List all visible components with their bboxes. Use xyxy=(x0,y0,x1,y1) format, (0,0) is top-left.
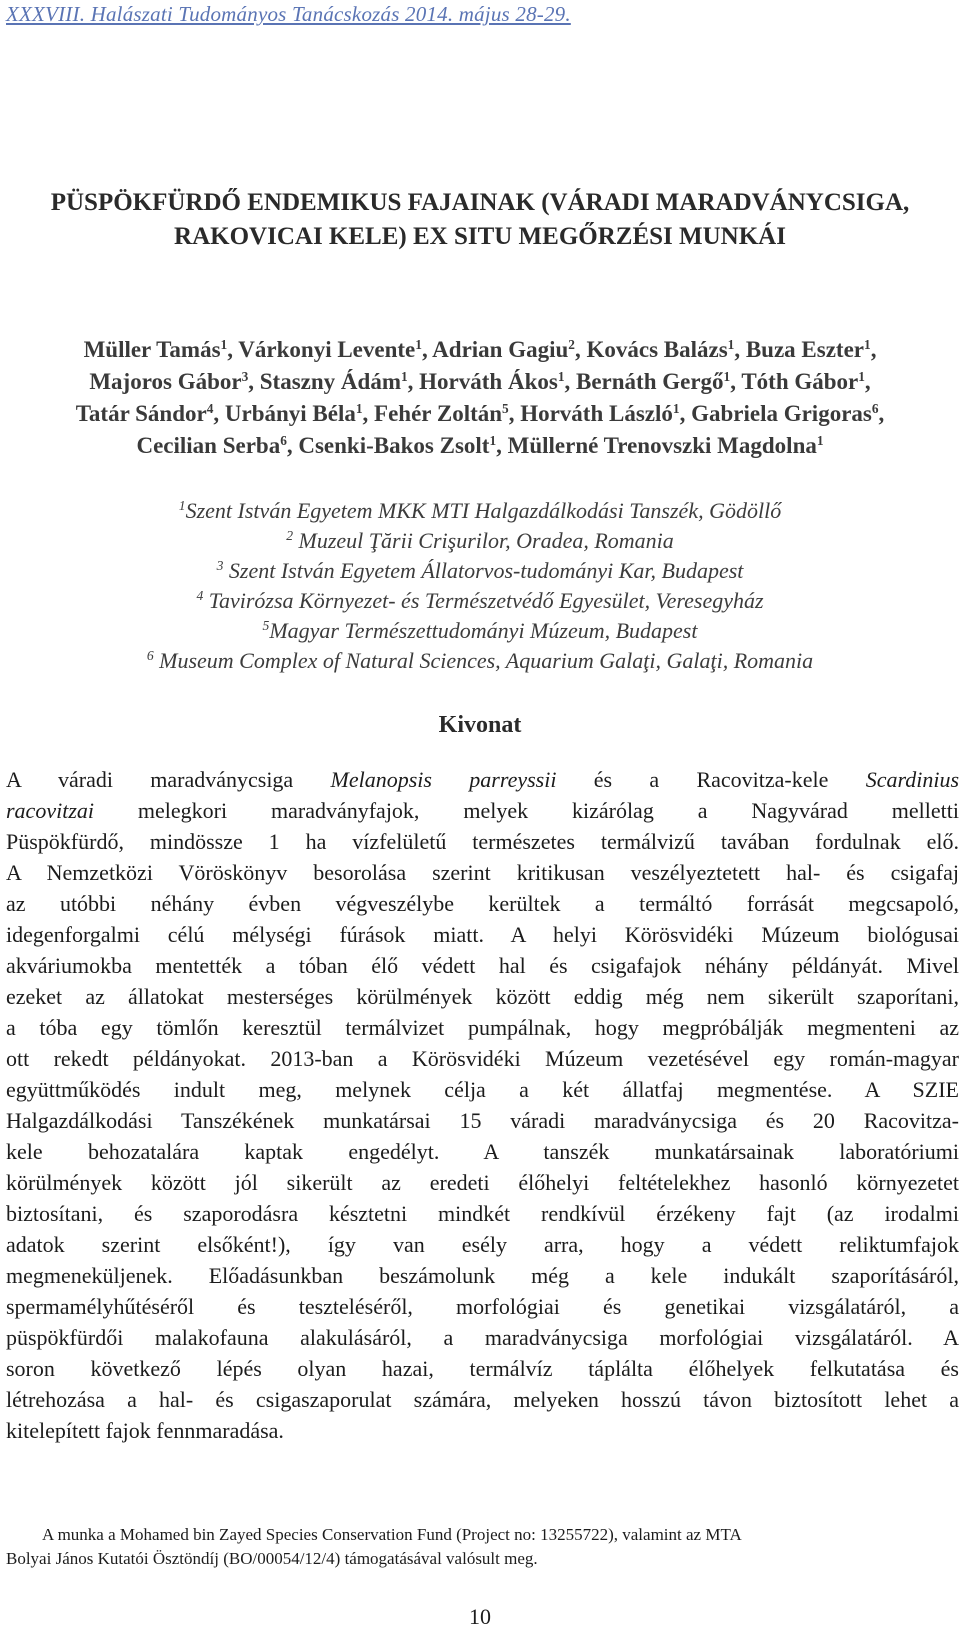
author-separator: , xyxy=(878,401,885,426)
affiliation-list xyxy=(0,496,960,676)
abstract-line xyxy=(6,919,959,950)
author-affiliation-mark: 1 xyxy=(557,369,565,384)
author-affiliation-mark: 1 xyxy=(415,337,422,352)
affiliation-mark: 3 xyxy=(216,557,224,573)
author-separator: , xyxy=(508,401,521,426)
affiliation-line xyxy=(0,496,960,526)
author-list xyxy=(0,334,960,462)
author-name: Várkonyi Levente xyxy=(238,337,416,362)
author-separator: , xyxy=(407,369,420,394)
author-separator: , xyxy=(227,337,239,362)
affiliation-text: Muzeul Ţării Crişurilor, Oradea, Romania xyxy=(293,528,674,553)
affiliation-text: Tavirózsa Környezet- és Természetvédő Egyesület, Veresegyház xyxy=(203,588,764,613)
species-name: Melanopsis parreyssii xyxy=(330,767,557,792)
abstract-line xyxy=(6,1105,959,1136)
author-separator: , xyxy=(564,369,576,394)
author-name: Staszny Ádám xyxy=(259,369,401,394)
author-separator: , xyxy=(213,401,225,426)
author-separator: , xyxy=(362,401,375,426)
author-line xyxy=(0,430,960,462)
abstract-text: Halgazdálkodási Tanszékének munkatársai 15 váradi maradványcsiga és 20 Racovitza- xyxy=(6,1108,959,1133)
author-line xyxy=(0,398,960,430)
author-name: Gabriela Grigoras xyxy=(691,401,872,426)
author-name: Kovács Balázs xyxy=(586,337,728,362)
author-separator: , xyxy=(574,337,587,362)
abstract-text: A Nemzetközi Vöröskönyv besorolása szerint kritikusan veszélyeztetett hal- és csigafaj xyxy=(6,860,959,885)
abstract-line xyxy=(6,1353,959,1384)
affiliation-text: Magyar Természettudományi Múzeum, Budapest xyxy=(269,618,698,643)
abstract-text: megmeneküljenek. Előadásunkban beszámolunk még a kele indukált szaporításáról, xyxy=(6,1263,959,1288)
affiliation-line xyxy=(0,646,960,676)
abstract-line xyxy=(6,1198,959,1229)
species-name: Scardinius xyxy=(865,767,960,792)
affiliation-mark: 4 xyxy=(196,587,204,603)
author-name: Csenki-Bakos Zsolt xyxy=(298,433,490,458)
abstract-line xyxy=(6,1074,959,1105)
author-affiliation-mark: 1 xyxy=(220,337,228,352)
author-name: Fehér Zoltán xyxy=(374,401,503,426)
abstract-text: püspökfürdői malakofauna alakulásáról, a maradványcsiga morfológiai vizsgálatáról. A xyxy=(6,1325,959,1350)
abstract-text: kitelepített fajok fennmaradása. xyxy=(6,1418,284,1443)
abstract-text: soron következő lépés olyan hazai, termálvíz táplálta élőhelyek felkutatása és xyxy=(6,1356,959,1381)
abstract-line xyxy=(6,981,959,1012)
author-separator: , xyxy=(864,369,871,394)
abstract-text: és a Racovitza-kele xyxy=(556,767,866,792)
author-name: Müllerné Trenovszki Magdolna xyxy=(507,433,817,458)
author-affiliation-mark: 1 xyxy=(355,401,363,416)
abstract-line xyxy=(6,1136,959,1167)
author-separator: , xyxy=(870,337,877,362)
page-number: 10 xyxy=(469,1604,491,1629)
abstract-heading: Kivonat xyxy=(438,712,522,738)
abstract-text: Püspökfürdő, mindössze 1 ha vízfelületű természetes termálvizű tavában fordulnak elő. xyxy=(6,829,959,854)
abstract-line xyxy=(6,1043,959,1074)
affiliation-mark: 2 xyxy=(286,527,294,543)
author-name: Tóth Gábor xyxy=(741,369,859,394)
author-separator: , xyxy=(286,433,299,458)
species-name: racovitzai xyxy=(6,798,94,823)
abstract-line xyxy=(6,950,959,981)
abstract-line xyxy=(6,826,959,857)
author-line xyxy=(0,366,960,398)
author-separator: , xyxy=(730,369,742,394)
author-affiliation-mark: 1 xyxy=(727,337,735,352)
funding-note xyxy=(6,1523,959,1571)
funding-line: Bolyai János Kutatói Ösztöndíj (BO/00054/12/4) támogatásával valósult meg. xyxy=(6,1549,538,1568)
abstract-line xyxy=(6,1415,959,1446)
author-name: Adrian Gagiu xyxy=(432,337,569,362)
author-name: Buza Eszter xyxy=(745,337,865,362)
author-name: Majoros Gábor xyxy=(89,369,242,394)
affiliation-text: Museum Complex of Natural Sciences, Aquarium Galaţi, Galaţi, Romania xyxy=(153,648,814,673)
author-separator: , xyxy=(248,369,260,394)
abstract-line xyxy=(6,795,959,826)
author-affiliation-mark: 1 xyxy=(489,433,497,448)
affiliation-line xyxy=(0,616,960,646)
abstract-line xyxy=(6,1167,959,1198)
abstract-text: biztosítani, és szaporodásra késztetni mindkét rendkívül érzékeny fajt (az irodalmi xyxy=(6,1201,959,1226)
author-name: Urbányi Béla xyxy=(224,401,356,426)
author-affiliation-mark: 6 xyxy=(280,433,287,448)
abstract-text: kele behozatalára kaptak engedélyt. A tanszék munkatársainak laboratóriumi xyxy=(6,1139,959,1164)
affiliation-line xyxy=(0,556,960,586)
author-separator: , xyxy=(496,433,508,458)
author-name: Horváth Ákos xyxy=(419,369,558,394)
abstract-text: adatok szerint elsőként!), így van esély arra, hogy a védett reliktumfajok xyxy=(6,1232,959,1257)
author-affiliation-mark: 1 xyxy=(858,369,865,384)
author-separator: , xyxy=(734,337,746,362)
author-line xyxy=(0,334,960,366)
author-affiliation-mark: 1 xyxy=(400,369,408,384)
abstract-line xyxy=(6,1229,959,1260)
author-affiliation-mark: 4 xyxy=(206,401,214,416)
author-affiliation-mark: 1 xyxy=(816,433,824,448)
affiliation-text: Szent István Egyetem Állatorvos-tudományi Kar, Budapest xyxy=(223,558,744,583)
abstract-line xyxy=(6,857,959,888)
funding-line: A munka a Mohamed bin Zayed Species Conservation Fund (Project no: 13255722), valamint az MTA xyxy=(42,1525,742,1544)
affiliation-mark: 6 xyxy=(146,647,154,663)
author-affiliation-mark: 1 xyxy=(672,401,680,416)
author-affiliation-mark: 5 xyxy=(502,401,509,416)
abstract-line xyxy=(6,888,959,919)
author-affiliation-mark: 6 xyxy=(871,401,879,416)
abstract-text: melegkori maradványfajok, melyek kizárólag a Nagyvárad melletti xyxy=(94,798,959,823)
abstract-text: ezeket az állatokat mesterséges körülmények között eddig még nem sikerült szaporítani, xyxy=(6,984,959,1009)
affiliation-text: Szent István Egyetem MKK MTI Halgazdálkodási Tanszék, Gödöllő xyxy=(185,498,782,523)
abstract-line xyxy=(6,764,959,795)
author-name: Müller Tamás xyxy=(83,337,221,362)
author-affiliation-mark: 1 xyxy=(864,337,871,352)
abstract-text: együttműködés indult meg, melynek célja a két állatfaj megmentése. A SZIE xyxy=(6,1077,959,1102)
abstract-text: akváriumokba mentették a tóban élő védett hal és csigafajok néhány példányát. Mivel xyxy=(6,953,959,978)
abstract-text: a tóba egy tömlőn keresztül termálvizet pumpálnak, hogy megpróbálják megmenteni az xyxy=(6,1015,959,1040)
author-name: Bernáth Gergő xyxy=(575,369,724,394)
paper-title xyxy=(0,186,960,254)
author-affiliation-mark: 2 xyxy=(568,337,575,352)
abstract-line xyxy=(6,1291,959,1322)
abstract-line xyxy=(6,1384,959,1415)
affiliation-mark: 1 xyxy=(178,497,186,513)
paper-title-line: RAKOVICAI KELE) EX SITU MEGŐRZÉSI MUNKÁI xyxy=(174,223,786,250)
author-affiliation-mark: 3 xyxy=(241,369,249,384)
author-separator: , xyxy=(679,401,692,426)
abstract-text: ott rekedt példányokat. 2013-ban a Körösvidéki Múzeum vezetésével egy román-magyar xyxy=(6,1046,959,1071)
abstract-text: A váradi maradványcsiga xyxy=(6,767,331,792)
abstract-line xyxy=(6,1012,959,1043)
author-name: Horváth László xyxy=(520,401,673,426)
abstract-text: az utóbbi néhány évben végveszélybe kerültek a termáltó forrását megcsapoló, xyxy=(6,891,959,916)
abstract-text: körülmények között jól sikerült az eredeti élőhelyi feltételekhez hasonló környezetet xyxy=(6,1170,959,1195)
running-header: XXXVIII. Halászati Tudományos Tanácskozás 2014. május 28-29. xyxy=(6,2,571,26)
abstract-line xyxy=(6,1322,959,1353)
abstract-body xyxy=(6,764,959,1446)
abstract-line xyxy=(6,1260,959,1291)
author-name: Cecilian Serba xyxy=(136,433,281,458)
author-affiliation-mark: 1 xyxy=(723,369,731,384)
affiliation-line xyxy=(0,586,960,616)
paper-title-line: PÜSPÖKFÜRDŐ ENDEMIKUS FAJAINAK (VÁRADI MARADVÁNYCSIGA, xyxy=(50,189,910,216)
affiliation-line xyxy=(0,526,960,556)
affiliation-mark: 5 xyxy=(262,617,270,633)
author-name: Tatár Sándor xyxy=(75,401,207,426)
author-separator: , xyxy=(421,337,433,362)
abstract-text: idegenforgalmi célú mélységi fúrások miatt. A helyi Körösvidéki Múzeum biológusai xyxy=(6,922,959,947)
abstract-text: spermamélyhűtéséről és teszteléséről, morfológiai és genetikai vizsgálatáról, a xyxy=(6,1294,959,1319)
abstract-text: létrehozása a hal- és csigaszaporulat számára, melyeken hosszú távon biztosított lehet a xyxy=(6,1387,959,1412)
